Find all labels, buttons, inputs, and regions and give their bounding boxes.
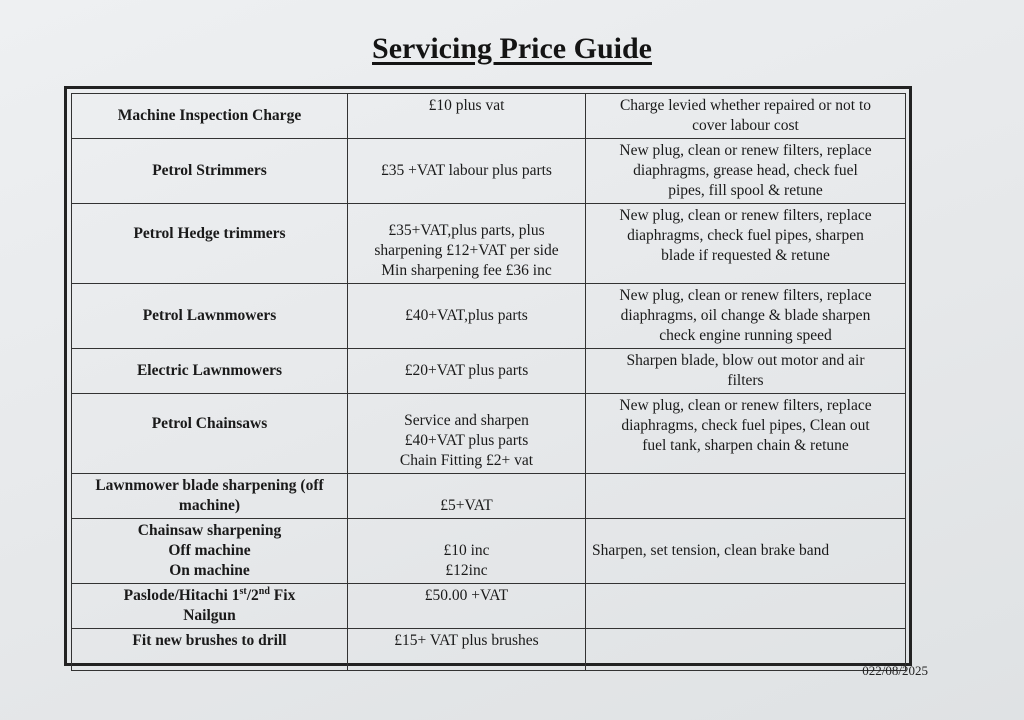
table-row	[72, 349, 906, 394]
table-row	[72, 394, 906, 474]
service-cell: Paslode/Hitachi 1st/2nd Fix Nailgun	[72, 584, 348, 629]
price-cell: £20+VAT plus parts	[348, 349, 586, 394]
price-cell: £35+VAT,plus parts, plus sharpening £12+VAT per side Min sharpening fee £36 inc	[348, 204, 586, 284]
service-cell: Fit new brushes to drill	[72, 629, 348, 671]
price-cell: £35 +VAT labour plus parts	[348, 139, 586, 204]
details-cell	[586, 629, 906, 671]
price-cell: Service and sharpen £40+VAT plus parts Chain Fitting £2+ vat	[348, 394, 586, 474]
service-cell: Petrol Chainsaws	[72, 394, 348, 474]
details-cell: New plug, clean or renew filters, replace diaphragms, check fuel pipes, sharpen blade if requested & retune	[586, 204, 906, 284]
price-table	[71, 93, 906, 671]
table-row	[72, 629, 906, 671]
details-cell: New plug, clean or renew filters, replace diaphragms, oil change & blade sharpen check engine running speed	[586, 284, 906, 349]
table-row	[72, 284, 906, 349]
service-cell: Petrol Lawnmowers	[72, 284, 348, 349]
details-cell: New plug, clean or renew filters, replace diaphragms, grease head, check fuel pipes, fill spool & retune	[586, 139, 906, 204]
price-cell: £10 plus vat	[348, 94, 586, 139]
table-row	[72, 519, 906, 584]
table-row	[72, 94, 906, 139]
price-cell: £50.00 +VAT	[348, 584, 586, 629]
details-cell: Charge levied whether repaired or not to cover labour cost	[586, 94, 906, 139]
table-row	[72, 139, 906, 204]
service-cell: Petrol Hedge trimmers	[72, 204, 348, 284]
service-cell: Machine Inspection Charge	[72, 94, 348, 139]
service-cell: Electric Lawnmowers	[72, 349, 348, 394]
table-row	[72, 204, 906, 284]
details-cell: Sharpen, set tension, clean brake band	[586, 519, 906, 584]
table-row	[72, 474, 906, 519]
details-cell: New plug, clean or renew filters, replace diaphragms, check fuel pipes, Clean out fuel tank, sharpen chain & retune	[586, 394, 906, 474]
details-cell: Sharpen blade, blow out motor and air filters	[586, 349, 906, 394]
details-cell	[586, 474, 906, 519]
price-cell: £15+ VAT plus brushes	[348, 629, 586, 671]
page-title: Servicing Price Guide	[372, 32, 652, 65]
price-cell: £5+VAT	[348, 474, 586, 519]
price-table-frame	[64, 86, 912, 666]
details-cell	[586, 584, 906, 629]
service-cell: Chainsaw sharpening Off machine On machine	[72, 519, 348, 584]
table-row	[72, 584, 906, 629]
service-cell: Petrol Strimmers	[72, 139, 348, 204]
service-cell: Lawnmower blade sharpening (off machine)	[72, 474, 348, 519]
price-cell: £10 inc £12inc	[348, 519, 586, 584]
price-cell: £40+VAT,plus parts	[348, 284, 586, 349]
document-date: 022/08/2025	[862, 663, 928, 678]
